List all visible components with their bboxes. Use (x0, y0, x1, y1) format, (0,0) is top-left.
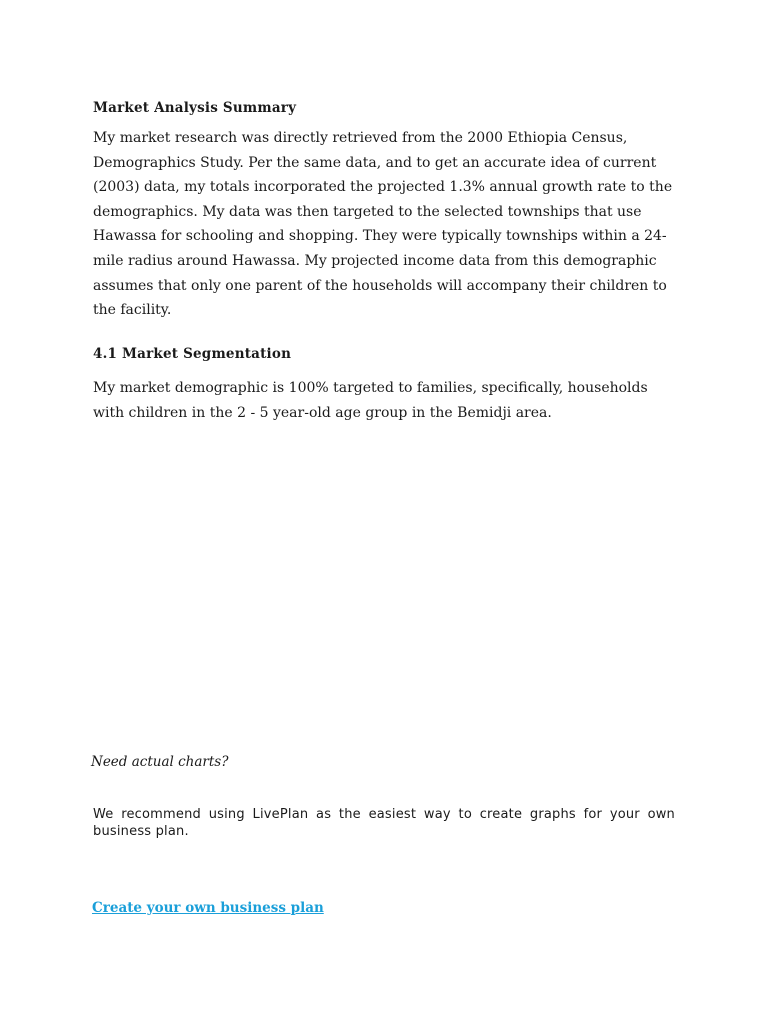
market-segmentation-heading: 4.1 Market Segmentation (93, 346, 292, 362)
market-segmentation-paragraph: My market demographic is 100% targeted to families, specifically, households with children in the 2 - 5 year-old age group in the Bemidji area. (93, 380, 648, 421)
charts-note: Need actual charts? (91, 754, 229, 770)
market-analysis-summary-heading: Market Analysis Summary (93, 100, 297, 116)
liveplan-recommendation: We recommend using LivePlan as the easiest way to create graphs for your own business plan. (93, 807, 675, 839)
create-business-plan-link[interactable]: Create your own business plan (92, 900, 324, 916)
market-analysis-summary-paragraph: My market research was directly retrieved from the 2000 Ethiopia Census, Demographics Study. Per the same data, and to get an accurate idea of current (2003) data, my totals incorporated the projected 1.3% annual growth rate to the demographics. My data was then targeted to the selected townships that use Hawassa for schooling and shopping. They were typically townships within a 24-mile radius around Hawassa. My projected income data from this demographic assumes that only one parent of the households will accompany their children to the facility. (93, 130, 673, 319)
